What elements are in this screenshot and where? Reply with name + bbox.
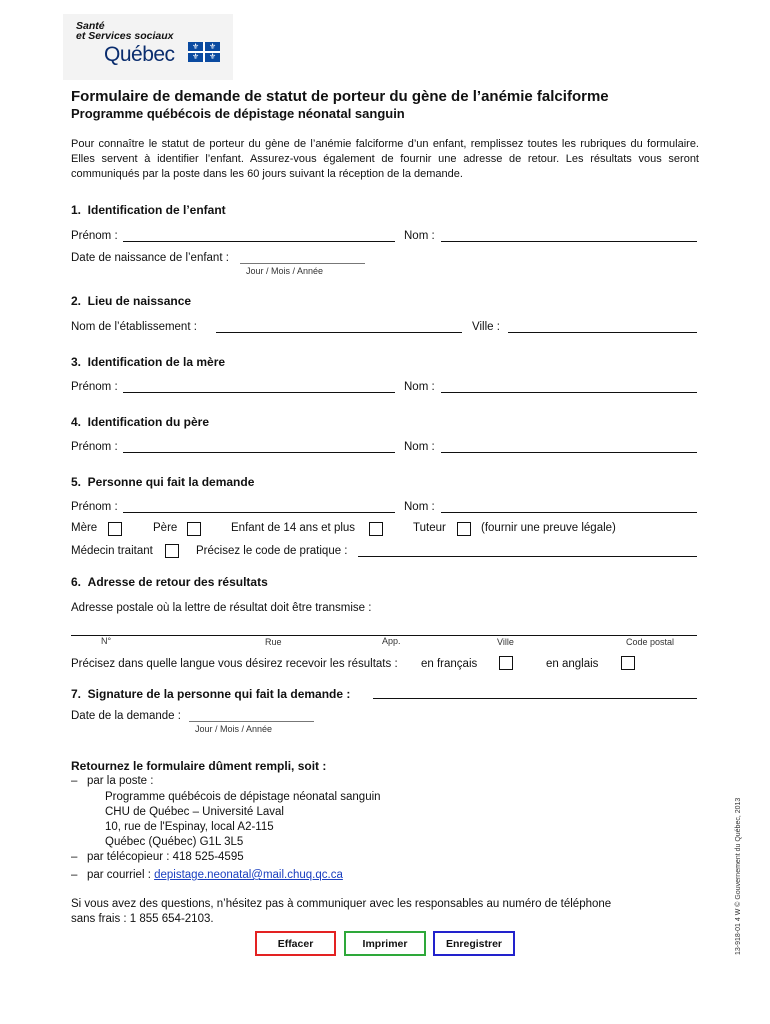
address-line-4: Québec (Québec) G1L 3L5 xyxy=(105,836,244,848)
child-prenom-label: Prénom : xyxy=(71,230,118,242)
etablissement-field[interactable] xyxy=(216,332,462,333)
mother-prenom-field[interactable] xyxy=(123,392,395,393)
logo-line-2: et Services sociaux xyxy=(76,30,174,42)
father-prenom-field[interactable] xyxy=(123,452,395,453)
child-nom-field[interactable] xyxy=(441,241,697,242)
signature-field[interactable] xyxy=(373,698,697,699)
section-1-title: 1. Identification de l’enfant xyxy=(71,203,226,217)
address-line-1: Programme québécois de dépistage néonatal sanguin xyxy=(105,791,381,803)
section-3-title: 3. Identification de la mère xyxy=(71,355,226,369)
francais-checkbox[interactable] xyxy=(499,656,513,670)
effacer-button[interactable]: Effacer xyxy=(255,931,336,956)
adresse-cp-hint: Code postal xyxy=(626,637,675,647)
child-dob-field[interactable] xyxy=(240,263,365,264)
child-prenom-field[interactable] xyxy=(123,241,395,242)
par-la-poste: – par la poste : xyxy=(71,775,154,787)
enfant14-checkbox[interactable] xyxy=(369,522,383,536)
questions-line-1: Si vous avez des questions, n’hésitez pas à communiquer avec les responsables au numéro de téléphone xyxy=(71,898,612,910)
date-demande-field[interactable] xyxy=(189,721,314,722)
logo-quebec: Québec xyxy=(104,43,175,66)
adresse-no-hint: N° xyxy=(101,636,112,646)
page-subtitle: Programme québécois de dépistage néonatal sanguin xyxy=(71,106,405,121)
quebec-flag-icon: ⚜ ⚜ ⚜ ⚜ xyxy=(188,42,220,62)
child-dob-hint: Jour / Mois / Année xyxy=(246,266,324,276)
adresse-rue-hint: Rue xyxy=(265,637,282,647)
requester-prenom-field[interactable] xyxy=(123,512,395,513)
father-nom-field[interactable] xyxy=(441,452,697,453)
date-demande-label: Date de la demande : xyxy=(71,710,181,722)
imprimer-button[interactable]: Imprimer xyxy=(344,931,426,956)
requester-nom-field[interactable] xyxy=(441,512,697,513)
medecin-label: Médecin traitant xyxy=(71,545,153,557)
section-5-title: 5. Personne qui fait la demande xyxy=(71,475,255,489)
requester-nom-label: Nom : xyxy=(404,501,435,513)
enfant14-label: Enfant de 14 ans et plus xyxy=(231,522,356,534)
tuteur-checkbox[interactable] xyxy=(457,522,471,536)
address-line-3: 10, rue de l'Espinay, local A2-115 xyxy=(105,821,274,833)
mother-prenom-label: Prénom : xyxy=(71,381,118,393)
email-link[interactable]: depistage.neonatal@mail.chuq.qc.ca xyxy=(154,869,343,881)
anglais-label: en anglais xyxy=(546,658,599,670)
section-4-title: 4. Identification du père xyxy=(71,415,210,429)
father-nom-label: Nom : xyxy=(404,441,435,453)
child-dob-label: Date de naissance de l’enfant : xyxy=(71,252,229,264)
page-title: Formulaire de demande de statut de porteur du gène de l’anémie falciforme xyxy=(71,88,609,105)
requester-prenom-label: Prénom : xyxy=(71,501,118,513)
anglais-checkbox[interactable] xyxy=(621,656,635,670)
francais-label: en français xyxy=(421,658,478,670)
etablissement-label: Nom de l’établissement : xyxy=(71,321,197,333)
langue-label: Précisez dans quelle langue vous désirez recevoir les résultats : xyxy=(71,658,398,670)
adresse-ville-hint: Ville xyxy=(497,637,514,647)
mere-label: Mère xyxy=(71,522,98,534)
address-line-2: CHU de Québec – Université Laval xyxy=(105,806,284,818)
questions-line-2: sans frais : 1 855 654-2103. xyxy=(71,913,214,925)
section-6-title: 6. Adresse de retour des résultats xyxy=(71,575,268,589)
section-7-title: 7. Signature de la personne qui fait la demande : xyxy=(71,687,351,701)
enregistrer-button[interactable]: Enregistrer xyxy=(433,931,515,956)
code-pratique-label: Précisez le code de pratique : xyxy=(196,545,348,557)
ville-field[interactable] xyxy=(508,332,697,333)
adresse-app-hint: App. xyxy=(382,636,401,646)
par-telecopieur: – par télécopieur : 418 525-4595 xyxy=(71,851,244,863)
tuteur-label: Tuteur xyxy=(413,522,446,534)
tuteur-preuve-note: (fournir une preuve légale) xyxy=(481,522,616,534)
pere-checkbox[interactable] xyxy=(187,522,201,536)
father-prenom-label: Prénom : xyxy=(71,441,118,453)
ville-label: Ville : xyxy=(472,321,500,333)
pere-label: Père xyxy=(153,522,178,534)
mere-checkbox[interactable] xyxy=(108,522,122,536)
date-demande-hint: Jour / Mois / Année xyxy=(195,724,273,734)
retour-title: Retournez le formulaire dûment rempli, soit : xyxy=(71,759,327,773)
code-pratique-field[interactable] xyxy=(358,556,697,557)
mother-nom-label: Nom : xyxy=(404,381,435,393)
intro-text: Pour connaître le statut de porteur du gène de l’anémie falciforme d’un enfant, remplissez toutes les rubriques du formulaire. Elles servent à identifier l’enfant. Assurez-vous également de fournir une adresse de retour. Les résultats vous seront communiqués par la poste dans les 60 jours suivant la réception de la demande. xyxy=(71,138,699,180)
copyright-vertical: 13-918-01 4 W © Gouvernement du Québec, 2013 xyxy=(735,797,742,955)
child-nom-label: Nom : xyxy=(404,230,435,242)
medecin-checkbox[interactable] xyxy=(165,544,179,558)
adresse-label: Adresse postale où la lettre de résultat doit être transmise : xyxy=(71,602,372,614)
logo-line-1: Santé xyxy=(76,20,105,32)
mother-nom-field[interactable] xyxy=(441,392,697,393)
section-2-title: 2. Lieu de naissance xyxy=(71,294,192,308)
par-courriel: – par courriel : depistage.neonatal@mail.chuq.qc.ca xyxy=(71,869,343,881)
